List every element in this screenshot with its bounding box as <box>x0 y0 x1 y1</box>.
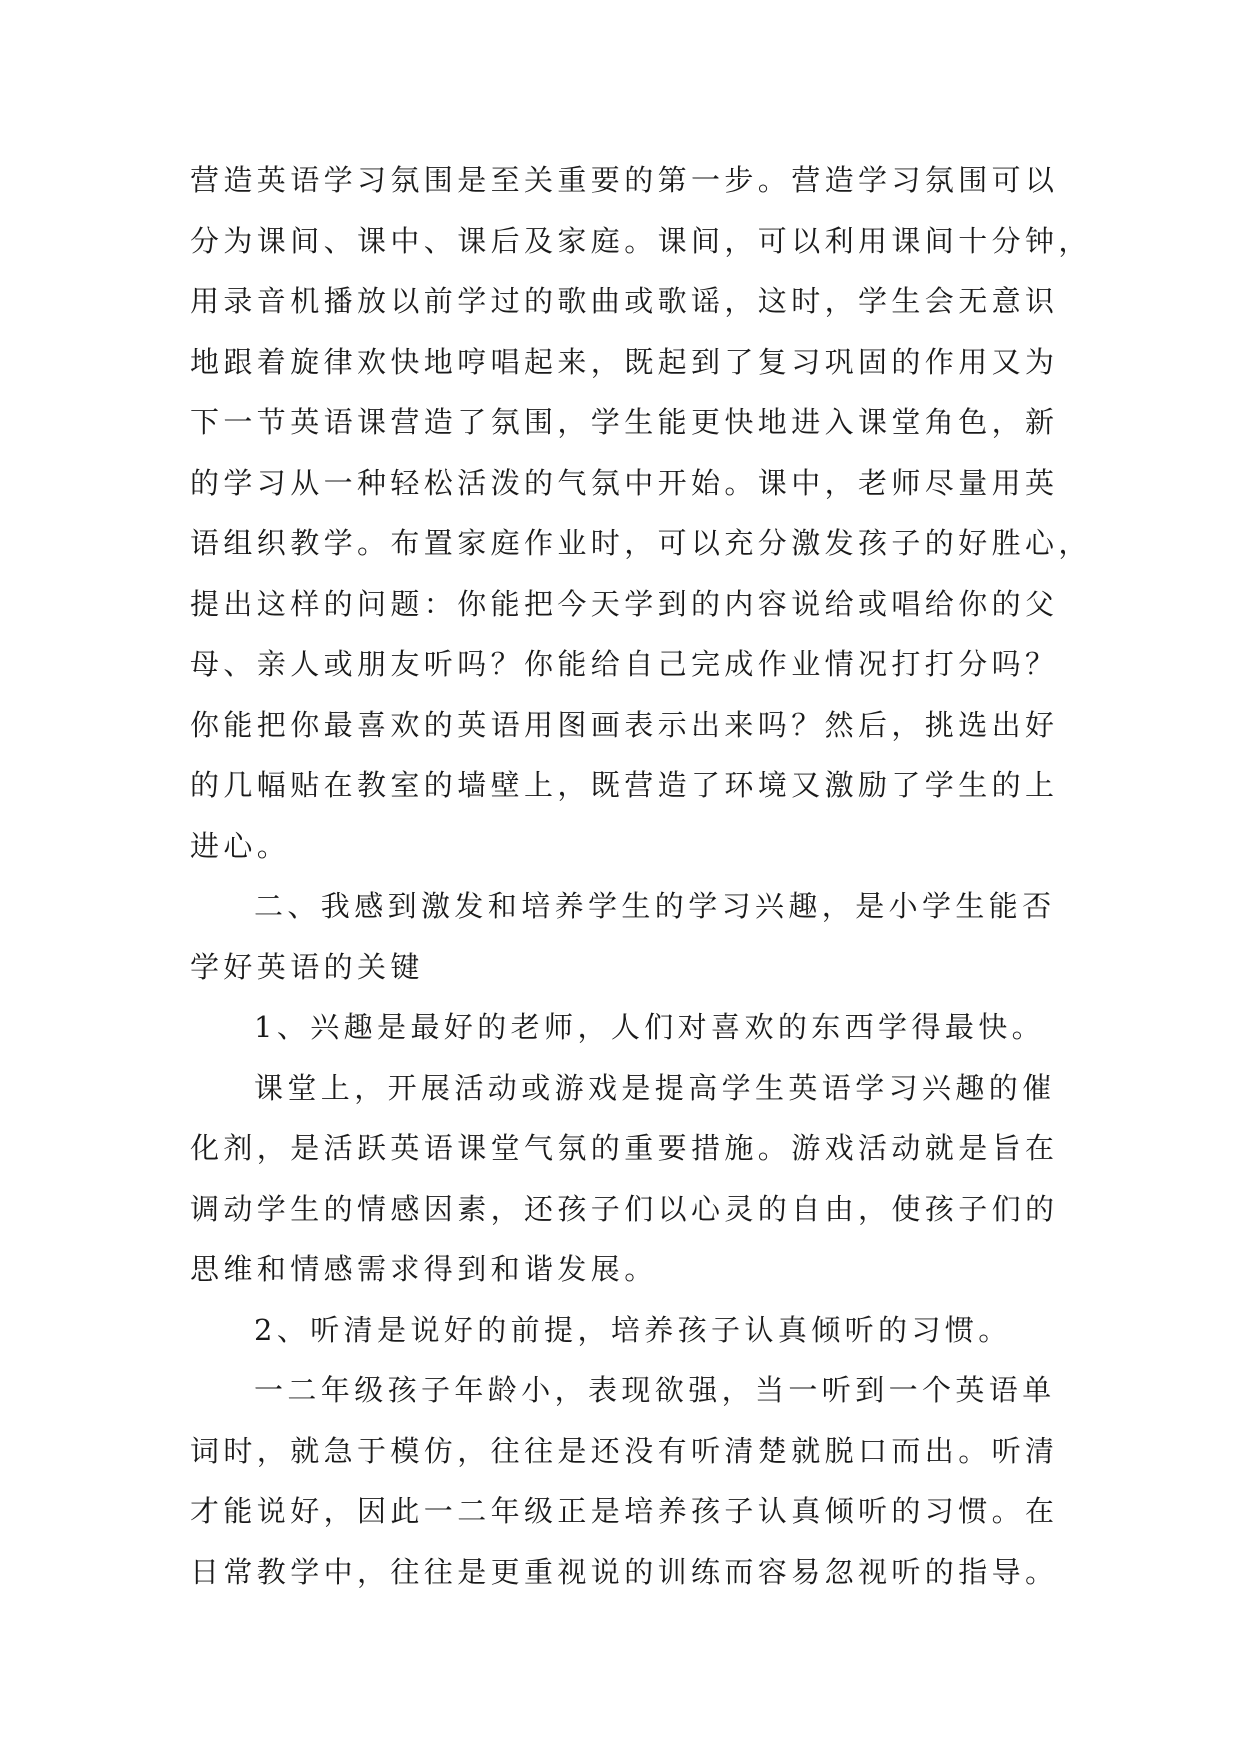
text-line: 调动学生的情感因素，还孩子们以心灵的自由，使孩子们的 <box>190 1191 1059 1226</box>
text-line: 的学习从一种轻松活泼的气氛中开始。课中，老师尽量用英 <box>190 465 1059 500</box>
section-heading-continued: 学好英语的关键 <box>190 949 424 984</box>
text-line: 下一节英语课营造了氛围，学生能更快地进入课堂角色，新 <box>190 405 1059 439</box>
text-line: 思维和情感需求得到和谐发展。 <box>190 1252 658 1286</box>
subheading-2: 2、听清是说好的前提，培养孩子认真倾听的习惯。 <box>254 1312 1012 1347</box>
text-line: 日常教学中，往往是更重视说的训练而容易忽视听的指导。 <box>190 1554 1059 1589</box>
text-line: 营造英语学习氛围是至关重要的第一步。营造学习氛围可以 <box>190 163 1059 197</box>
text-line: 你能把你最喜欢的英语用图画表示出来吗？然后，挑选出好 <box>190 707 1059 742</box>
text-line: 化剂，是活跃英语课堂气氛的重要措施。游戏活动就是旨在 <box>190 1131 1059 1165</box>
text-line: 语组织教学。布置家庭作业时，可以充分激发孩子的好胜心， <box>190 526 1092 560</box>
text-line: 才能说好，因此一二年级正是培养孩子认真倾听的习惯。在 <box>190 1494 1059 1528</box>
text-line: 提出这样的问题：你能把今天学到的内容说给或唱给你的父 <box>190 586 1059 621</box>
text-line: 进心。 <box>190 828 291 863</box>
subheading-1: 1、兴趣是最好的老师，人们对喜欢的东西学得最快。 <box>254 1010 1046 1044</box>
document-body <box>190 150 1092 1602</box>
text-line: 的几幅贴在教室的墙壁上，既营造了环境又激励了学生的上 <box>190 768 1059 802</box>
text-line: 母、亲人或朋友听吗？你能给自己完成作业情况打打分吗？ <box>190 647 1059 681</box>
text-line: 一二年级孩子年龄小，表现欲强，当一听到一个英语单 <box>254 1373 1056 1407</box>
text-line: 地跟着旋律欢快地哼唱起来，既起到了复习巩固的作用又为 <box>190 344 1059 379</box>
section-heading: 二、我感到激发和培养学生的学习兴趣，是小学生能否 <box>254 889 1056 923</box>
text-line: 课堂上，开展活动或游戏是提高学生英语学习兴趣的催 <box>254 1070 1056 1105</box>
text-line: 分为课间、课中、课后及家庭。课间，可以利用课间十分钟， <box>190 223 1092 258</box>
text-line: 词时，就急于模仿，往往是还没有听清楚就脱口而出。听清 <box>190 1433 1059 1468</box>
text-line: 用录音机播放以前学过的歌曲或歌谣，这时，学生会无意识 <box>190 284 1059 318</box>
